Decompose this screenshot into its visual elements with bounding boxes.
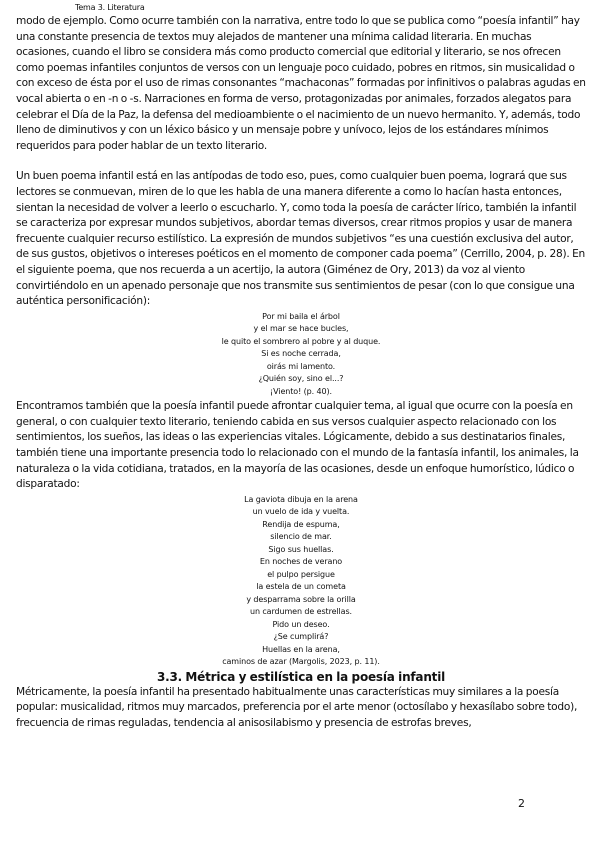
poem-line: un vuelo de ida y vuelta. (252, 507, 350, 517)
paragraph-spacer (16, 154, 586, 169)
poem-line: ¿Quién soy, sino el...? (258, 374, 344, 384)
paragraph: modo de ejemplo. Como ocurre también con la narrativa, entre todo lo que se publica como “poesía infantil” hay una constante presencia de textos muy alejados de mantener una mínima calidad literaria. En muchas ocasiones, cuando el libro se considera más como producto comercial que editorial y literario, se nos ofrecen como poemas infantiles conjuntos de versos con un lenguaje poco cuidado, pobres en ritmos, sin musicalidad o con exceso de ésta por el uso de rimas consonantes “machaconas” formadas por infinitivos o palabras agudas en vocal abierta o en -n o -s. Narraciones en forma de verso, protagonizadas por animales, forzados alegatos para celebrar el Día de la Paz, la defensa del medioambiente o el nacimiento de un nuevo hermanito. Y, además, todo lleno de diminutivos y con un léxico básico y un mensaje pobre y unívoco, lejos de los estándares mínimos requeridos para poder hablar de un texto literario. (16, 15, 586, 152)
poem-line: Pido un deseo. (272, 619, 330, 629)
running-header: Tema 3. Literatura (75, 3, 145, 12)
poem-line: En noches de verano (259, 557, 343, 567)
paragraph: Encontramos también que la poesía infantil puede afrontar cualquier tema, al igual que ocurre con la poesía en general, o con cualquier texto literario, teniendo cabida en sus versos cualquier aspecto relacionado con los sentimientos, los sueños, las ideas o las experiencias vitales. Lógicamente, debido a sus destinatarios finales, también tiene una importante presencia todo lo relacionado con el mundo de la fantasía infantil, los animales, la naturaleza o la vida cotidiana, tratados, en la mayoría de las ocasiones, desde un enfoque humorístico, lúdico o disparatado: (16, 400, 579, 491)
poem-line: el pulpo persigue (267, 569, 335, 579)
poem-line: silencio de mar. (270, 532, 332, 542)
poem-line: le quito el sombrero al pobre y al duque. (221, 336, 381, 346)
page-number: 2 (518, 797, 525, 810)
poem-line: Por mi baila el árbol (262, 311, 340, 321)
poem-line: oirás mi lamento. (266, 361, 336, 371)
paragraph: Métricamente, la poesía infantil ha presentado habitualmente unas características muy similares a la poesía popular: musicalidad, ritmos muy marcados, preferencia por el arte menor (octosílabo y hexasílabo sobre todo), frecuencia de rimas reguladas, tendencia al anisosilabismo y presencia de estrofas breves, (16, 685, 578, 729)
poem-line: Huellas en la arena, (262, 644, 340, 654)
section-heading: 3.3. Métrica y estilística en la poesía infantil (156, 669, 446, 684)
poem-line: Rendija de espuma, (262, 519, 340, 529)
poem-seagull (16, 494, 586, 669)
poem-line: caminos de azar (Margolis, 2023, p. 11). (222, 657, 380, 667)
poem-line: Sigo sus huellas. (268, 544, 334, 554)
poem-line: ¡Viento! (p. 40). (270, 386, 332, 396)
document-body (16, 14, 586, 732)
poem-line: y desparrama sobre la orilla (246, 594, 356, 604)
poem-line: un cardumen de estrellas. (250, 607, 352, 617)
poem-line: y el mar se hace bucles, (253, 324, 349, 334)
poem-line: ¿Se cumplirá? (273, 632, 329, 642)
poem-wind (16, 311, 586, 399)
poem-line: la estela de un cometa (256, 582, 346, 592)
paragraph: Un buen poema infantil está en las antípodas de todo eso, pues, como cualquier buen poema, logrará que sus lectores se conmuevan, miren de lo que les habla de una manera diferente a como lo hacían hasta entonces, sientan la necesidad de volver a leerlo o escucharlo. Y, como toda la poesía de carácter lírico, también la infantil se caracteriza por expresar mundos subjetivos, abordar temas diversos, crear ritmos propios y usar de manera frecuente cualquier recurso estilístico. La expresión de mundos subjetivos “es una cuestión exclusiva del autor, de sus gustos, objetivos o intereses poéticos en el momento de componer cada poema” (Cerrillo, 2004, p. 28). En el siguiente poema, que nos recuerda a un acertijo, la autora (Giménez de Ory, 2013) da voz al viento convirtiéndolo en un apenado personaje que nos transmite sus sentimientos de pesar (con lo que consigue una auténtica personificación): (16, 170, 585, 308)
poem-line: La gaviota dibuja en la arena (244, 494, 358, 504)
poem-line: Si es noche cerrada, (261, 349, 341, 359)
